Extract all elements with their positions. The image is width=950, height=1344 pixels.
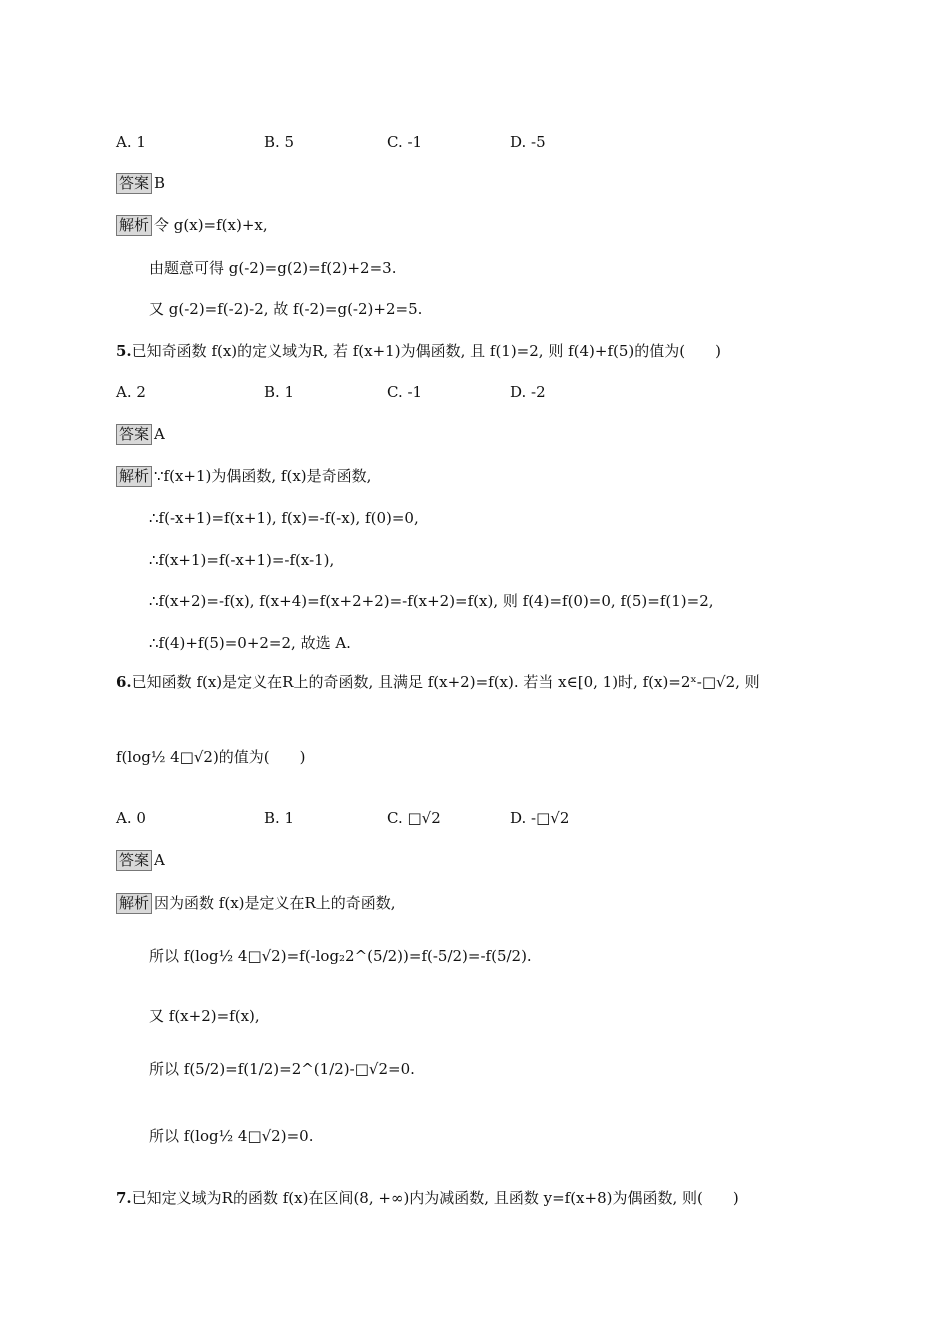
q5-option-b: B. 1 [264,383,295,401]
q6-stem-continued: f(log½ 4□√2)的值为( ) [116,748,306,766]
q6-option-a: A. 0 [116,809,146,827]
analysis-line: 因为函数 f(x)是定义在R上的奇函数, [154,894,396,912]
answer-tag: 答案 [116,850,152,871]
analysis-line: 所以 f(log½ 4□√2)=f(-log₂2^(5/2))=f(-5/2)=-f(5/2). [149,947,532,965]
q6-analysis [116,892,396,914]
analysis-tag: 解析 [116,215,152,236]
q5-stem [116,340,721,362]
analysis-line: ∴f(x+2)=-f(x), f(x+4)=f(x+2+2)=-f(x+2)=f(x), 则 f(4)=f(0)=0, f(5)=f(1)=2, [149,592,714,610]
analysis-tag: 解析 [116,893,152,914]
answer-tag: 答案 [116,424,152,445]
answer-value: A [154,851,165,869]
question-number: 6. [116,673,132,691]
analysis-line: ∴f(4)+f(5)=0+2=2, 故选 A. [149,634,351,652]
q4-analysis [116,214,268,236]
analysis-line: ∴f(x+1)=f(-x+1)=-f(x-1), [149,551,335,569]
analysis-line: ∵f(x+1)为偶函数, f(x)是奇函数, [154,467,372,485]
q7-stem [116,1187,739,1209]
answer-value: A [154,425,165,443]
answer-tag: 答案 [116,173,152,194]
q4-option-a: A. 1 [116,133,146,151]
analysis-line: 又 g(-2)=f(-2)-2, 故 f(-2)=g(-2)+2=5. [149,300,423,318]
q6-option-d: D. -□√2 [510,809,570,827]
analysis-tag: 解析 [116,466,152,487]
q4-option-d: D. -5 [510,133,546,151]
q5-answer [116,423,165,445]
q5-option-a: A. 2 [116,383,146,401]
q5-option-d: D. -2 [510,383,546,401]
q6-stem [116,671,760,693]
question-text: 已知函数 f(x)是定义在R上的奇函数, 且满足 f(x+2)=f(x). 若当 x∈[0, 1)时, f(x)=2ˣ-□√2, 则 [131,673,760,691]
analysis-line: ∴f(-x+1)=f(x+1), f(x)=-f(-x), f(0)=0, [149,509,419,527]
analysis-line: 又 f(x+2)=f(x), [149,1007,260,1025]
q4-option-c: C. -1 [387,133,423,151]
q6-option-b: B. 1 [264,809,295,827]
answer-value: B [154,174,166,192]
analysis-line: 所以 f(5/2)=f(1/2)=2^(1/2)-□√2=0. [149,1060,415,1078]
analysis-line: 由题意可得 g(-2)=g(2)=f(2)+2=3. [149,259,397,277]
q4-answer [116,172,165,194]
question-number: 7. [116,1189,132,1207]
q6-answer [116,849,165,871]
question-text: 已知定义域为R的函数 f(x)在区间(8, +∞)内为减函数, 且函数 y=f(x+8)为偶函数, 则( ) [131,1189,739,1207]
q5-analysis [116,465,371,487]
question-number: 5. [116,342,132,360]
q6-option-c: C. □√2 [387,809,441,827]
q5-option-c: C. -1 [387,383,423,401]
analysis-line: 令 g(x)=f(x)+x, [154,216,268,234]
q4-option-b: B. 5 [264,133,295,151]
question-text: 已知奇函数 f(x)的定义域为R, 若 f(x+1)为偶函数, 且 f(1)=2, 则 f(4)+f(5)的值为( ) [131,342,721,360]
analysis-line: 所以 f(log½ 4□√2)=0. [149,1127,314,1145]
